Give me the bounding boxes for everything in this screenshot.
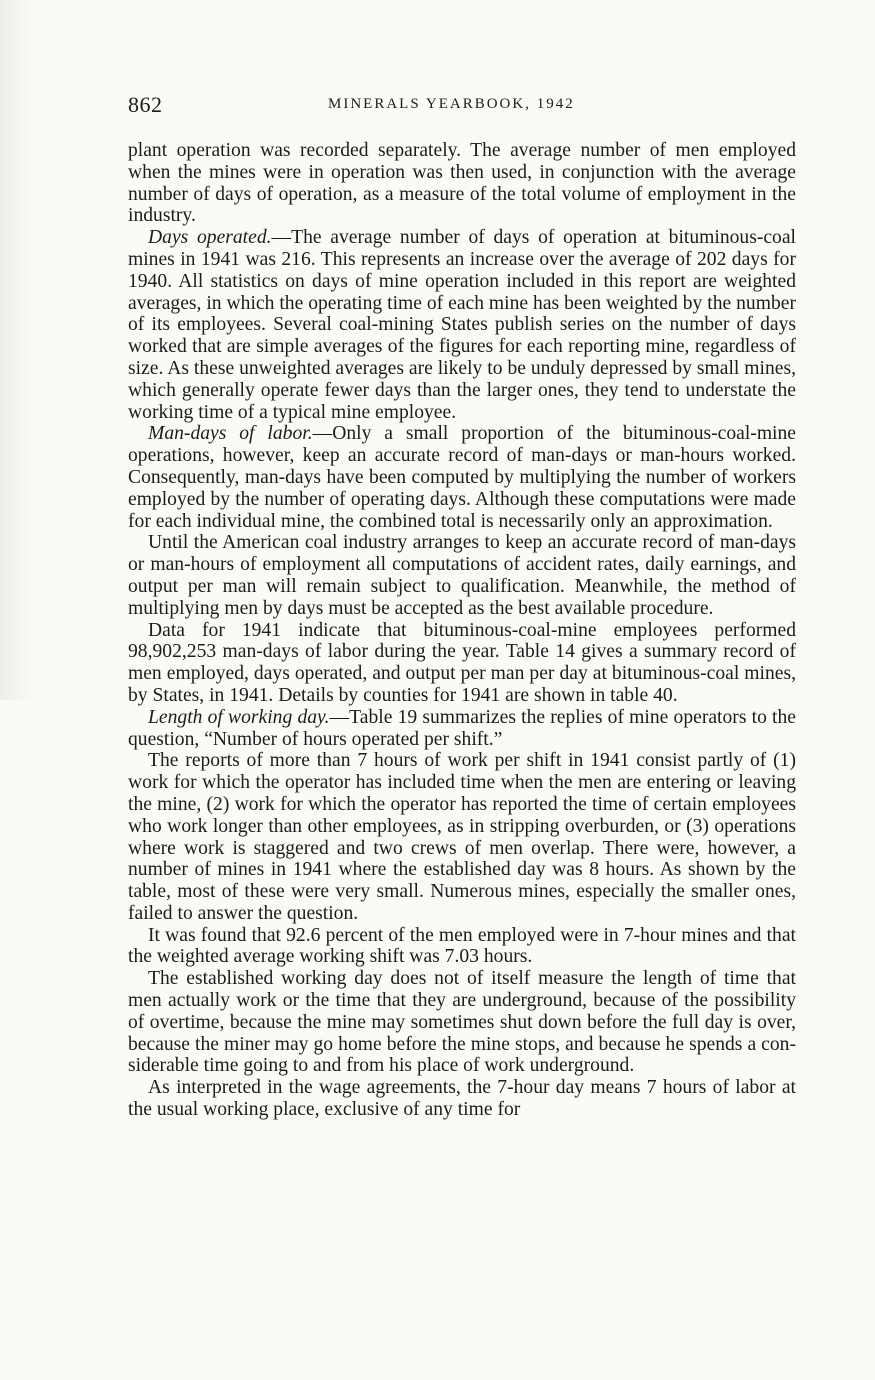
paragraph-lead: Days operated. bbox=[148, 227, 272, 249]
paragraph bbox=[128, 227, 796, 423]
paragraph-text: It was found that 92.6 percent of the men employed were in 7-hour mines and that the weighted average working shift was 7.03 hours. bbox=[128, 924, 796, 968]
paragraph-text: —Table 19 summarizes the replies of mine operators to the question, “Number of hours operated per shift.” bbox=[128, 706, 796, 750]
paragraph bbox=[128, 968, 796, 1077]
page-edge-shading bbox=[0, 0, 34, 700]
paragraph bbox=[128, 750, 796, 924]
paragraph-text: Data for 1941 indicate that bituminous-coal-mine employees performed 98,902,253 man-days of labor during the year. Table 14 gives a summary record of men employed, days operated, and output per man per day at bituminous-coal mines, by States, in 1941. Details by counties for 1941 are shown in table 40. bbox=[128, 619, 796, 706]
body-text bbox=[128, 140, 796, 1121]
paragraph-text: plant operation was recorded separately. The average number of men employed when the mines were in operation was then used, in conjunction with the average number of days of operation, as a measure of the total volume of employment in the industry. bbox=[128, 140, 796, 227]
paragraph-lead: Man-days of labor. bbox=[148, 423, 313, 445]
paragraph-text: Until the American coal industry arranges to keep an accurate record of man-days or man-hours of employment all computations of accident rates, daily earnings, and output per man will remain subject to qualification. Meanwhile, the method of multiplying men by days must be accepted as the best available procedure. bbox=[128, 532, 796, 619]
paragraph-text: The established working day does not of itself measure the length of time that men actually work or the time that they are underground, because of the possibility of overtime, because the mine may sometimes shut down before the full day is over, because the miner may go home before the mine stops, and because he spends a considerable time going to and from his place of work underground. bbox=[128, 968, 796, 1077]
page-header bbox=[128, 92, 796, 116]
paragraph bbox=[128, 620, 796, 707]
paragraph-text: —The average number of days of operation at bituminous-coal mines in 1941 was 216. This represents an increase over the average of 202 days for 1940. All statistics on days of mine operation included in this report are weighted averages, in which the operating time of each mine has been weighted by the number of its employees. Several coal-mining States publish series on the number of days worked that are simple averages of the figures for each reporting mine, regardless of size. As these unweighted averages are likely to be unduly depressed by small mines, which generally operate fewer days than the larger ones, they tend to understate the working time of a typical mine employee. bbox=[128, 227, 796, 423]
paragraph bbox=[128, 1077, 796, 1121]
paragraph-text: As interpreted in the wage agreements, the 7-hour day means 7 hours of labor at the usual working place, exclusive of any time for bbox=[128, 1077, 796, 1121]
paragraph-lead: Length of working day. bbox=[148, 706, 330, 728]
paragraph bbox=[128, 423, 796, 532]
running-head: MINERALS YEARBOOK, 1942 bbox=[328, 96, 575, 112]
paragraph bbox=[128, 925, 796, 969]
paragraph bbox=[128, 532, 796, 619]
page-number: 862 bbox=[128, 92, 163, 117]
paragraph-text: The reports of more than 7 hours of work per shift in 1941 consist partly of (1) work for which the operator has included time when the men are entering or leaving the mine, (2) work for which the operator has reported the time of certain employees who work longer than other employees, as in stripping overburden, or (3) operations where work is staggered and two crews of men overlap. There were, however, a number of mines in 1941 where the established day was 8 hours. As shown by the table, most of these were very small. Numerous mines, especially the smaller ones, failed to answer the question. bbox=[128, 750, 796, 924]
paragraph bbox=[128, 707, 796, 751]
paragraph-text: —Only a small proportion of the bituminous-coal-mine operations, however, keep an accurate record of man-days or man-hours worked. Consequently, man-days have been computed by multiplying the number of workers employed by the number of operating days. Although these computations were made for each individual mine, the combined total is necessarily only an approximation. bbox=[128, 423, 796, 532]
paragraph bbox=[128, 140, 796, 227]
